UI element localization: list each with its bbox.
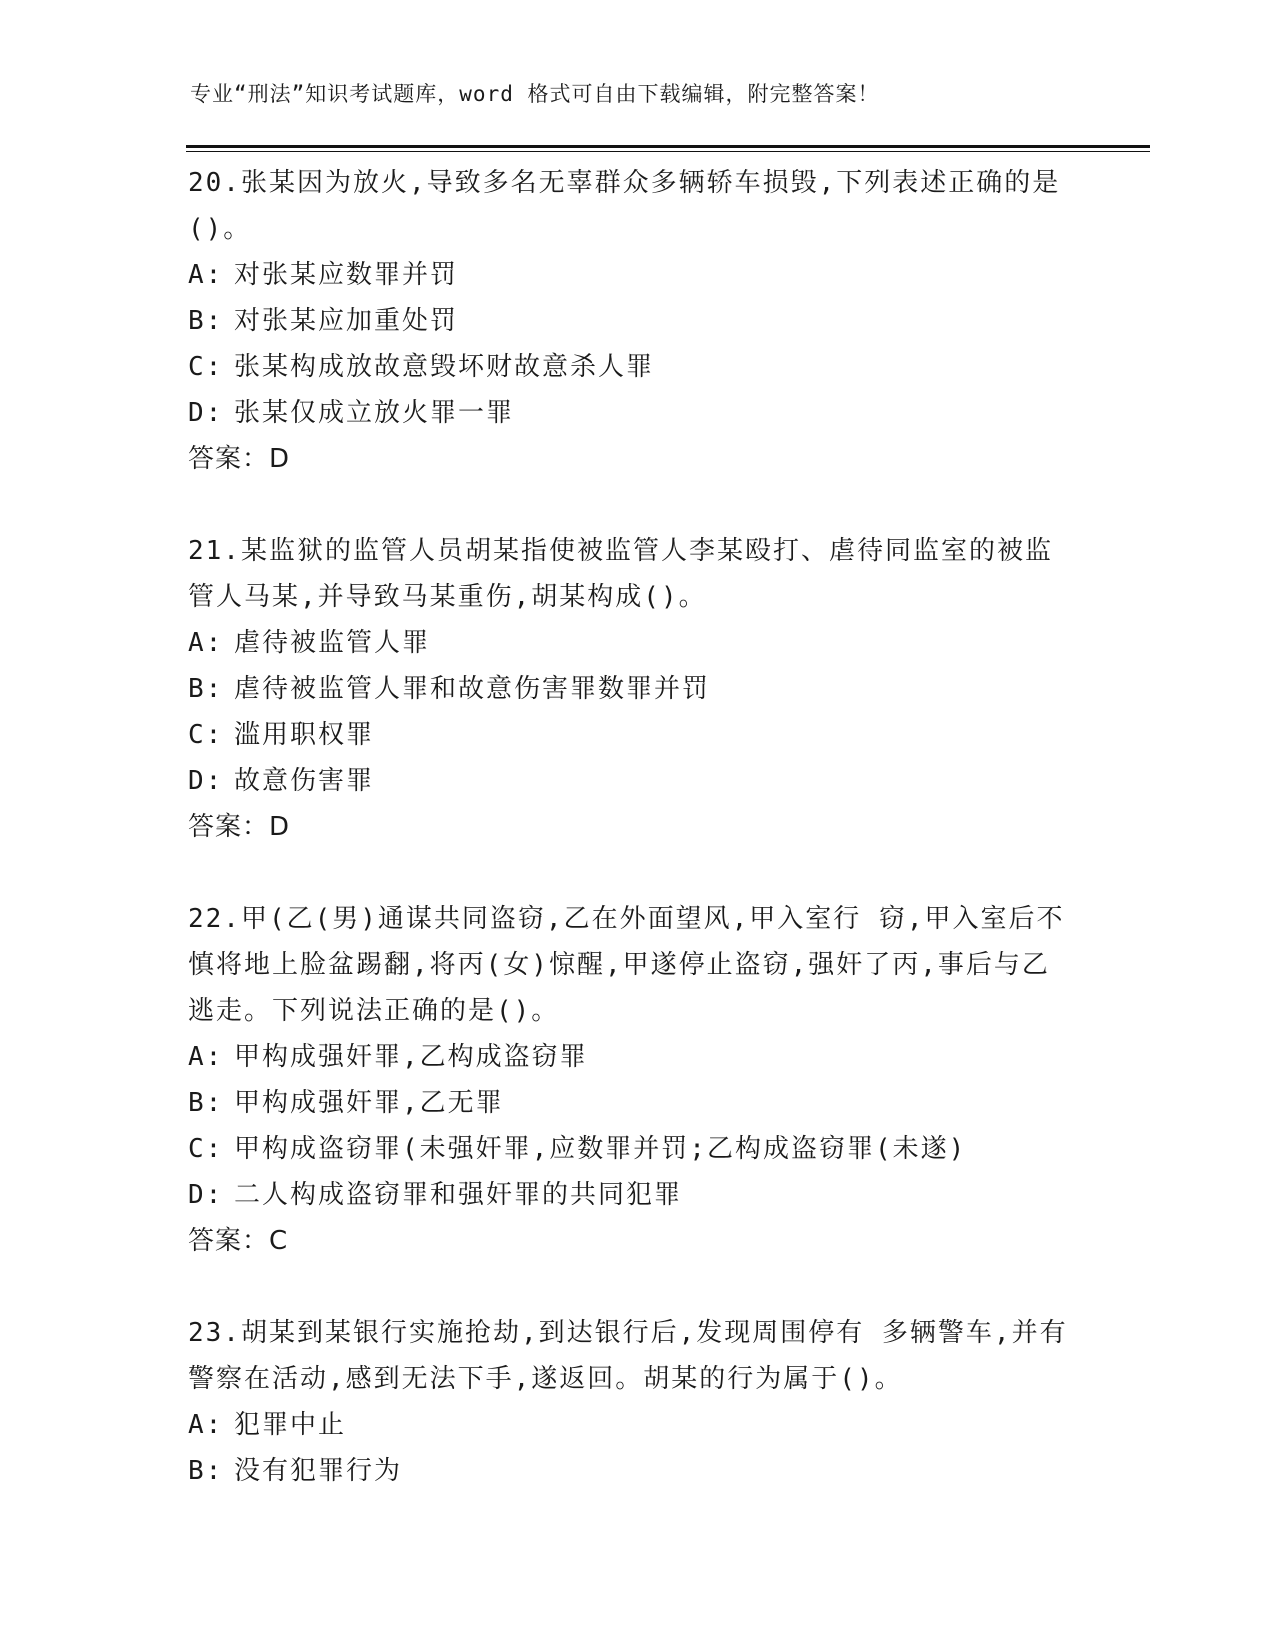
option-key: C: xyxy=(188,720,224,750)
option-a xyxy=(188,1034,1088,1080)
answer-line: 答案：D xyxy=(188,812,291,842)
option-text: 张某构成放故意毁坏财故意杀人罪 xyxy=(234,352,655,382)
option-key: B: xyxy=(188,1088,224,1118)
option-key: A: xyxy=(188,628,224,658)
option-key: D: xyxy=(188,398,224,428)
option-b xyxy=(188,1448,1088,1494)
option-key: A: xyxy=(188,260,224,290)
option-text: 故意伤害罪 xyxy=(234,766,375,796)
question-22 xyxy=(188,896,1088,1264)
option-text: 对张某应数罪并罚 xyxy=(234,260,459,290)
option-d xyxy=(188,390,1088,436)
option-key: A: xyxy=(188,1410,224,1440)
option-key: D: xyxy=(188,766,224,796)
option-b xyxy=(188,298,1088,344)
header-rule-thin xyxy=(186,151,1150,152)
option-a xyxy=(188,1402,1088,1448)
option-key: B: xyxy=(188,306,224,336)
question-list xyxy=(188,160,1088,1540)
option-text: 二人构成盗窃罪和强奸罪的共同犯罪 xyxy=(234,1180,683,1210)
option-c xyxy=(188,1126,1088,1172)
question-20 xyxy=(188,160,1088,482)
question-stem: 22.甲(乙(男)通谋共同盗窃,乙在外面望风,甲入室行 窃,甲入室后不 慎将地上脸盆踢翻,将丙(女)惊醒,甲遂停止盗窃,强奸了丙,事后与乙 逃走。下列说法正确的是()。 xyxy=(188,904,1065,1026)
header-rule-thick xyxy=(186,145,1150,148)
answer-line: 答案：C xyxy=(188,1226,289,1256)
option-key: B: xyxy=(188,674,224,704)
option-text: 滥用职权罪 xyxy=(234,720,375,750)
option-text: 对张某应加重处罚 xyxy=(234,306,459,336)
option-c xyxy=(188,712,1088,758)
option-key: C: xyxy=(188,352,224,382)
option-b xyxy=(188,1080,1088,1126)
question-stem: 23.胡某到某银行实施抢劫,到达银行后,发现周围停有 多辆警车,并有 警察在活动,感到无法下手,遂返回。胡某的行为属于()。 xyxy=(188,1318,1068,1394)
question-stem: 20.张某因为放火,导致多名无辜群众多辆轿车损毁,下列表述正确的是 ()。 xyxy=(188,168,1061,244)
option-key: B: xyxy=(188,1456,224,1486)
question-stem: 21.某监狱的监管人员胡某指使被监管人李某殴打、虐待同监室的被监 管人马某,并导致马某重伤,胡某构成()。 xyxy=(188,536,1053,612)
option-d xyxy=(188,758,1088,804)
option-a xyxy=(188,620,1088,666)
option-text: 张某仅成立放火罪一罪 xyxy=(234,398,515,428)
question-23 xyxy=(188,1310,1088,1494)
option-c xyxy=(188,344,1088,390)
page-header: 专业“刑法”知识考试题库，word 格式可自由下载编辑，附完整答案！ xyxy=(190,82,880,106)
option-text: 甲构成强奸罪,乙无罪 xyxy=(234,1088,504,1118)
option-a xyxy=(188,252,1088,298)
option-text: 虐待被监管人罪和故意伤害罪数罪并罚 xyxy=(234,674,711,704)
question-21 xyxy=(188,528,1088,850)
option-key: D: xyxy=(188,1180,224,1210)
option-text: 犯罪中止 xyxy=(234,1410,347,1440)
option-d xyxy=(188,1172,1088,1218)
option-text: 没有犯罪行为 xyxy=(234,1456,403,1486)
option-b xyxy=(188,666,1088,712)
option-key: C: xyxy=(188,1134,224,1164)
option-key: A: xyxy=(188,1042,224,1072)
option-text: 甲构成盗窃罪(未强奸罪,应数罪并罚;乙构成盗窃罪(未遂) xyxy=(234,1134,967,1164)
option-text: 虐待被监管人罪 xyxy=(234,628,431,658)
answer-line: 答案：D xyxy=(188,444,291,474)
option-text: 甲构成强奸罪,乙构成盗窃罪 xyxy=(234,1042,588,1072)
